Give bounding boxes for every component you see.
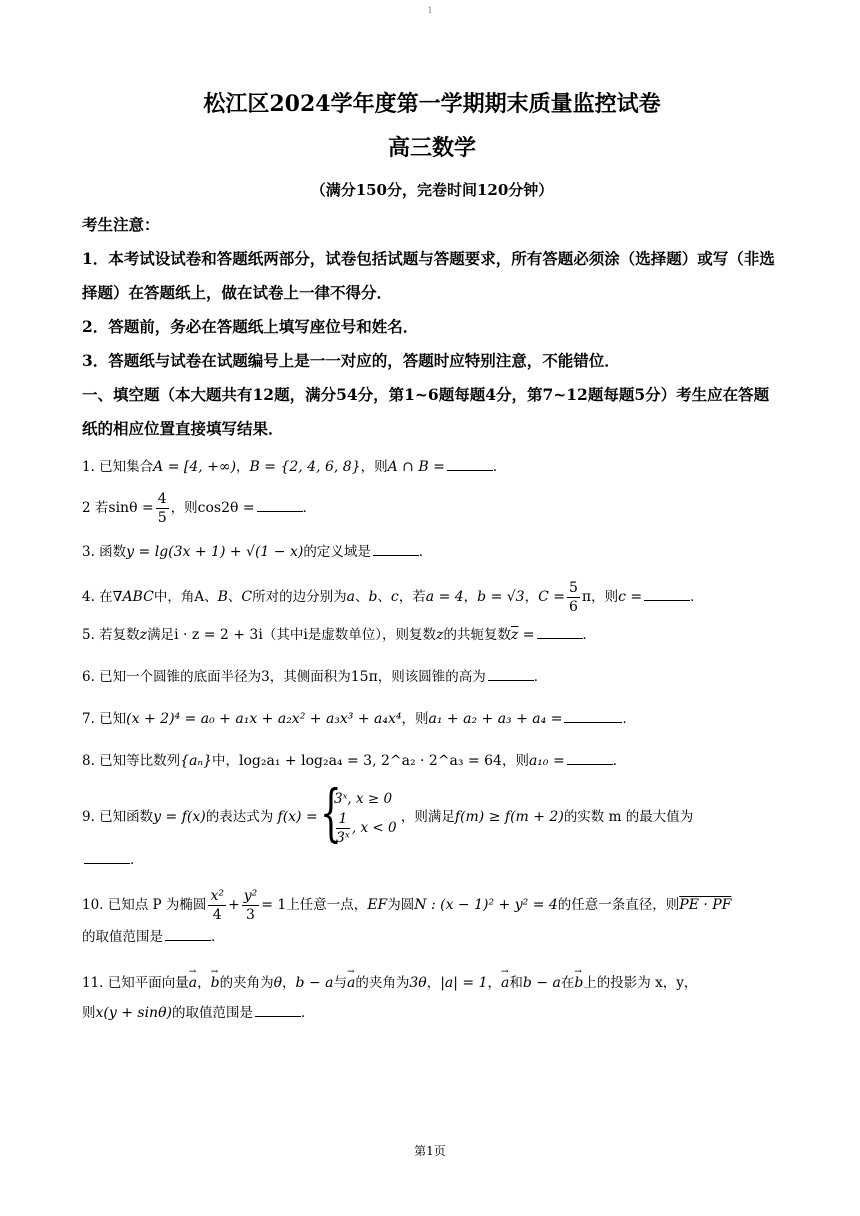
q8-end: ． <box>612 753 627 769</box>
q4-angle-b: B <box>217 589 228 605</box>
q10-eq: = 1 <box>261 897 287 913</box>
q8-t2: ，则 <box>501 753 529 769</box>
q9-frac-den: 3ˣ <box>336 830 350 846</box>
q1-expr: A ∩ B = <box>387 459 445 475</box>
q4-end: ． <box>690 589 704 605</box>
q11-t1: ， <box>197 975 211 991</box>
q4-den: 6 <box>568 599 578 615</box>
q11-expr: x(y + sinθ) <box>95 1005 172 1021</box>
q9-f: y = f(x) <box>153 809 206 825</box>
answer-blank-5 <box>537 624 583 639</box>
page-mark: 1 <box>427 6 433 15</box>
q2-pre: 2 若 <box>82 500 109 516</box>
answer-blank-6 <box>488 666 534 681</box>
q1-set-a: A = [4, +∞) <box>153 459 237 475</box>
q11-line2-pre: 则 <box>82 1005 96 1021</box>
q8-mid: 中， <box>212 753 240 769</box>
q1-pre: 1. 已知集合 <box>82 459 154 475</box>
q5-zbar: $\overline{z}$ <box>510 627 519 643</box>
q11-bma: b − a <box>295 975 334 991</box>
q3-post: 的定义域是 <box>303 544 371 560</box>
q2-lhs: sinθ = <box>108 500 154 516</box>
q10-frac-y <box>242 887 260 924</box>
q10-circle: N : (x − 1)² + y² = 4 <box>414 897 558 913</box>
q5-t2: （其中 <box>262 627 304 643</box>
q4-eq-c-lhs: C = <box>538 589 565 605</box>
q9-mid: 的表达式为 <box>205 809 274 825</box>
q4-t5: 、 <box>377 589 391 605</box>
q5-end: ． <box>582 627 597 643</box>
q4-side-b: b <box>368 589 378 605</box>
q9-line-2 <box>82 847 782 873</box>
q9-case-1: { 3ˣ, x ≥ 0 <box>334 791 393 807</box>
q3-end: ． <box>418 544 433 560</box>
q4-num: 5 <box>568 580 578 596</box>
q4-t7: ， <box>463 589 478 605</box>
q11-end: ． <box>300 1005 315 1021</box>
q2-mid: ，则 <box>170 500 198 516</box>
question-1 <box>82 456 782 478</box>
q7-expr: (x + 2)⁴ = a₀ + a₁x + a₂x² + a₃x³ + a₄x⁴ <box>126 711 402 727</box>
q10-pre: 10. 已知点 P 为椭圆 <box>82 897 207 913</box>
q11-t7: ， <box>487 975 502 991</box>
q8-target: a₁₀ = <box>528 753 565 769</box>
answer-blank-3 <box>373 541 419 556</box>
q11-a2: → a <box>347 968 355 998</box>
q2-expr: cos2θ = <box>197 500 255 516</box>
q11-theta: θ <box>273 975 283 991</box>
q7-end: ． <box>622 711 636 727</box>
answer-blank-11 <box>255 1002 301 1017</box>
question-5 <box>82 624 782 646</box>
q3-expr: y = lg(3x + 1) + √(1 − x) <box>126 544 304 560</box>
q10-frac-x <box>208 887 226 924</box>
exam-info: （满分150分，完卷时间120分钟） <box>310 181 554 199</box>
q4-t8: ， <box>524 589 539 605</box>
q2-den: 5 <box>157 510 167 526</box>
q4-pre: 4. 在 <box>82 589 113 605</box>
q5-eq: i · z = 2 + 3i <box>174 627 263 643</box>
q9-fx: f(x) = <box>277 809 318 825</box>
q9-t2: ，则满足 <box>400 809 455 825</box>
q6-post: ，则该圆锥的高为 <box>377 669 486 685</box>
q10-t2: 上任意一点， <box>286 897 368 913</box>
q5-pre: 5. 若复数 <box>82 627 140 643</box>
q4-t3: 所对的边分别为 <box>252 589 347 605</box>
q4-pi: π <box>581 589 592 605</box>
q11-three-theta: 3θ <box>409 975 427 991</box>
q8-seq: {aₙ} <box>180 753 213 769</box>
q10-end: ． <box>211 929 225 945</box>
q4-eq-a: a = 4 <box>425 589 464 605</box>
q10-line-2 <box>82 924 782 950</box>
q11-b: → b <box>211 968 220 998</box>
q10-t4: 的任意一条直径，则 <box>557 897 680 913</box>
q11-t6: ， <box>426 975 441 991</box>
q11-t10: 上的投影为 x，y， <box>583 975 698 991</box>
q11-pre: 11. 已知平面向量 <box>82 975 189 991</box>
answer-blank-2 <box>257 497 303 512</box>
page-footer: 第1页 <box>414 1144 446 1158</box>
q2-end: ． <box>302 500 317 516</box>
question-6 <box>82 666 782 688</box>
q6-area: 15π <box>350 669 378 685</box>
q4-fraction <box>567 579 580 616</box>
answer-blank-8 <box>567 750 613 765</box>
question-11 <box>82 968 782 1028</box>
q11-t5: 的夹角为 <box>355 975 410 991</box>
answer-blank-4 <box>644 586 690 601</box>
notice-2: 2．答题前，务必在答题纸上填写座位号和姓名． <box>82 317 419 336</box>
q4-t1: 中，角A、 <box>153 589 218 605</box>
answer-blank-10 <box>165 926 211 941</box>
q9-case-2 <box>334 810 397 847</box>
q11-t4: 与 <box>333 975 347 991</box>
q11-b2: → b <box>574 968 583 998</box>
section-title: 一、填空题（本大题共有12题，满分54分，第1~6题每题4分，第7~12题每题5分）考生应在答题纸的相应位置直接填写结果． <box>82 385 770 438</box>
notice-title: 考生注意： <box>82 215 160 234</box>
q10-x-den: 4 <box>212 907 222 923</box>
notice-1: 1．本考试设试卷和答题纸两部分，试卷包括试题与答题要求，所有答题必须涂（选择题）或写（非选择题）在答题纸上，做在试卷上一律不得分． <box>82 249 775 302</box>
q11-t2: 的夹角为 <box>219 975 274 991</box>
q4-side-a: a <box>346 589 355 605</box>
q8-pre: 8. 已知等比数列 <box>82 753 181 769</box>
q9-frac-num: 1 <box>336 810 350 829</box>
q7-pre: 7. 已知 <box>82 711 127 727</box>
q10-y-num: y² <box>243 888 258 904</box>
exam-title: 松江区2024学年度第一学期期末质量监控试卷 <box>203 91 661 117</box>
q2-num: 4 <box>157 491 167 507</box>
q3-pre: 3. 函数 <box>82 544 127 560</box>
q11-t8: 和 <box>509 975 523 991</box>
q5-eqs: = <box>518 627 535 643</box>
q1-sep: ， <box>236 459 250 475</box>
q6-end: ． <box>533 669 548 685</box>
exam-subtitle: 高三数学 <box>387 135 476 161</box>
question-4 <box>82 579 782 616</box>
answer-blank-1 <box>447 456 493 471</box>
q4-side-c: c <box>390 589 399 605</box>
q10-plus: + <box>227 897 240 913</box>
q7-sum: a₁ + a₂ + a₃ + a₄ = <box>428 711 563 727</box>
q11-t11: 的取值范围是 <box>171 1005 253 1021</box>
q10-t5: 的取值范围是 <box>82 929 163 945</box>
q9-pre: 9. 已知函数 <box>82 809 154 825</box>
q1-set-b: B = {2, 4, 6, 8} <box>249 459 361 475</box>
q4-angle-c: C <box>241 589 253 605</box>
q11-t3: ， <box>282 975 296 991</box>
notice-3: 3．答题纸与试卷在试题编号上是一一对应的，答题时应特别注意，不能错位． <box>82 351 620 370</box>
q11-t9: 在 <box>560 975 575 991</box>
q9-end: ． <box>130 852 144 868</box>
q4-triangle: ∇ABC <box>112 589 154 605</box>
q9-t3: 的实数 m 的最大值为 <box>563 809 694 825</box>
question-2 <box>82 490 782 527</box>
q4-eq-b: b = √3 <box>477 589 525 605</box>
q1-mid: ，则 <box>360 459 388 475</box>
question-7 <box>82 708 782 730</box>
q8-cond: log₂a₁ + log₂a₄ = 3, 2^a₂ · 2^a₃ = 64 <box>239 753 502 769</box>
q2-fraction <box>156 490 169 527</box>
q11-abs: |a| = 1 <box>440 975 488 991</box>
q4-t4: 、 <box>354 589 369 605</box>
q5-i: i <box>303 627 308 643</box>
q9-case-2-cond: , x < 0 <box>351 820 397 836</box>
q4-eq-c: c = <box>618 589 643 605</box>
q5-t3: 是虚数单位），则复数 <box>307 627 437 643</box>
q5-z: z <box>139 627 148 643</box>
q10-x-num: x² <box>210 888 224 904</box>
q10-t3: 为圆 <box>387 897 415 913</box>
q10-y-den: 3 <box>245 907 255 923</box>
question-10 <box>82 887 782 950</box>
question-8 <box>82 750 782 772</box>
answer-blank-9 <box>84 849 130 864</box>
q11-a: → a <box>189 968 197 998</box>
q9-piecewise <box>322 788 397 847</box>
q4-t9: ，则 <box>591 589 619 605</box>
q9-frac <box>336 810 350 847</box>
q10-ef: EF <box>367 897 388 913</box>
q11-a3: → a <box>501 968 509 998</box>
q4-t6: ，若 <box>398 589 426 605</box>
q5-t4: 的共轭复数 <box>443 627 511 643</box>
q4-t2: 、 <box>227 589 242 605</box>
q11-line-2 <box>82 998 782 1028</box>
q9-ineq: f(m) ≥ f(m + 2) <box>454 809 564 825</box>
q7-mid: ，则 <box>401 711 429 727</box>
question-9 <box>82 788 782 873</box>
exam-content <box>82 88 782 1028</box>
q5-t1: 满足 <box>147 627 175 643</box>
question-3 <box>82 541 782 563</box>
q10-dot: PE · PF <box>679 897 732 913</box>
q5-z2: z <box>436 627 444 643</box>
q1-end: ． <box>492 459 507 475</box>
q11-bma2: b − a <box>522 975 561 991</box>
answer-blank-7 <box>564 708 622 723</box>
q6-text: 6. 已知一个圆锥的底面半径为3，其侧面积为 <box>82 669 351 685</box>
